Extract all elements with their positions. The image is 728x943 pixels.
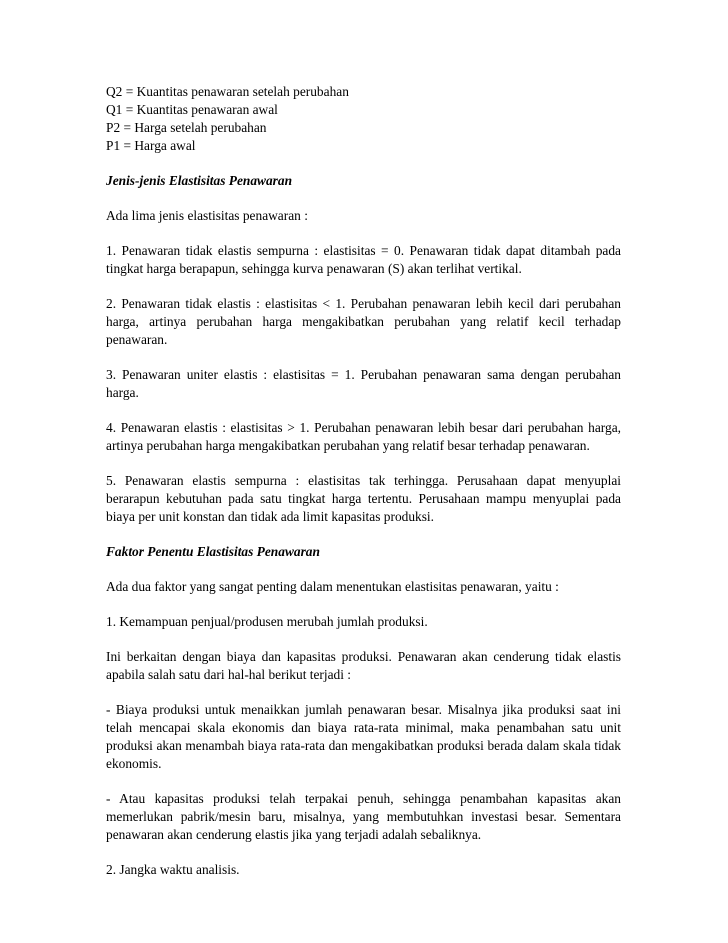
- type-paragraph-3: 3. Penawaran uniter elastis : elastisitas = 1. Perubahan penawaran sama dengan perubahan harga.: [106, 367, 621, 400]
- definition-p2: P2 = Harga setelah perubahan: [106, 120, 267, 135]
- definitions-block: [106, 83, 621, 155]
- definition-q2: Q2 = Kuantitas penawaran setelah perubahan: [106, 84, 349, 99]
- factor-1-description: Ini berkaitan dengan biaya dan kapasitas produksi. Penawaran akan cenderung tidak elastis apabila salah satu dari hal-hal berikut terjadi :: [106, 649, 621, 682]
- type-paragraph-1: 1. Penawaran tidak elastis sempurna : elastisitas = 0. Penawaran tidak dapat ditambah pada tingkat harga berapapun, sehingga kurva penawaran (S) akan terlihat vertikal.: [106, 243, 621, 276]
- factor-1-bullet-2: - Atau kapasitas produksi telah terpakai penuh, sehingga penambahan kapasitas akan memerlukan pabrik/mesin baru, misalnya, yang membutuhkan investasi besar. Sementara penawaran akan cenderung elastis jika yang terjadi adalah sebaliknya.: [106, 791, 621, 842]
- factor-1-title: 1. Kemampuan penjual/produsen merubah jumlah produksi.: [106, 614, 428, 629]
- factor-2-title: 2. Jangka waktu analisis.: [106, 862, 240, 877]
- intro-faktor: Ada dua faktor yang sangat penting dalam menentukan elastisitas penawaran, yaitu :: [106, 579, 559, 594]
- definition-q1: Q1 = Kuantitas penawaran awal: [106, 102, 278, 117]
- type-paragraph-2: 2. Penawaran tidak elastis : elastisitas < 1. Perubahan penawaran lebih kecil dari perubahan harga, artinya perubahan harga mengakibatkan perubahan yang relatif kecil terhadap penawaran.: [106, 296, 621, 347]
- document-page: [106, 83, 621, 896]
- definition-p1: P1 = Harga awal: [106, 138, 196, 153]
- heading-jenis-elastisitas: Jenis-jenis Elastisitas Penawaran: [106, 173, 293, 188]
- factor-1-bullet-1: - Biaya produksi untuk menaikkan jumlah penawaran besar. Misalnya jika produksi saat ini telah mencapai skala ekonomis dan biaya rata-rata minimal, maka penambahan satu unit produksi akan menambah biaya rata-rata dan mengakibatkan produksi berada dalam skala tidak ekonomis.: [106, 702, 621, 771]
- type-paragraph-4: 4. Penawaran elastis : elastisitas > 1. Perubahan penawaran lebih besar dari perubahan harga, artinya perubahan harga mengakibatkan perubahan yang relatif besar terhadap penawaran.: [106, 420, 621, 453]
- heading-faktor-penentu: Faktor Penentu Elastisitas Penawaran: [106, 544, 320, 559]
- type-paragraph-5: 5. Penawaran elastis sempurna : elastisitas tak terhingga. Perusahaan dapat menyuplai berarapun kebutuhan pada satu tingkat harga tertentu. Perusahaan mampu menyuplai pada biaya per unit konstan dan tidak ada limit kapasitas produksi.: [106, 473, 621, 524]
- intro-jenis: Ada lima jenis elastisitas penawaran :: [106, 208, 308, 223]
